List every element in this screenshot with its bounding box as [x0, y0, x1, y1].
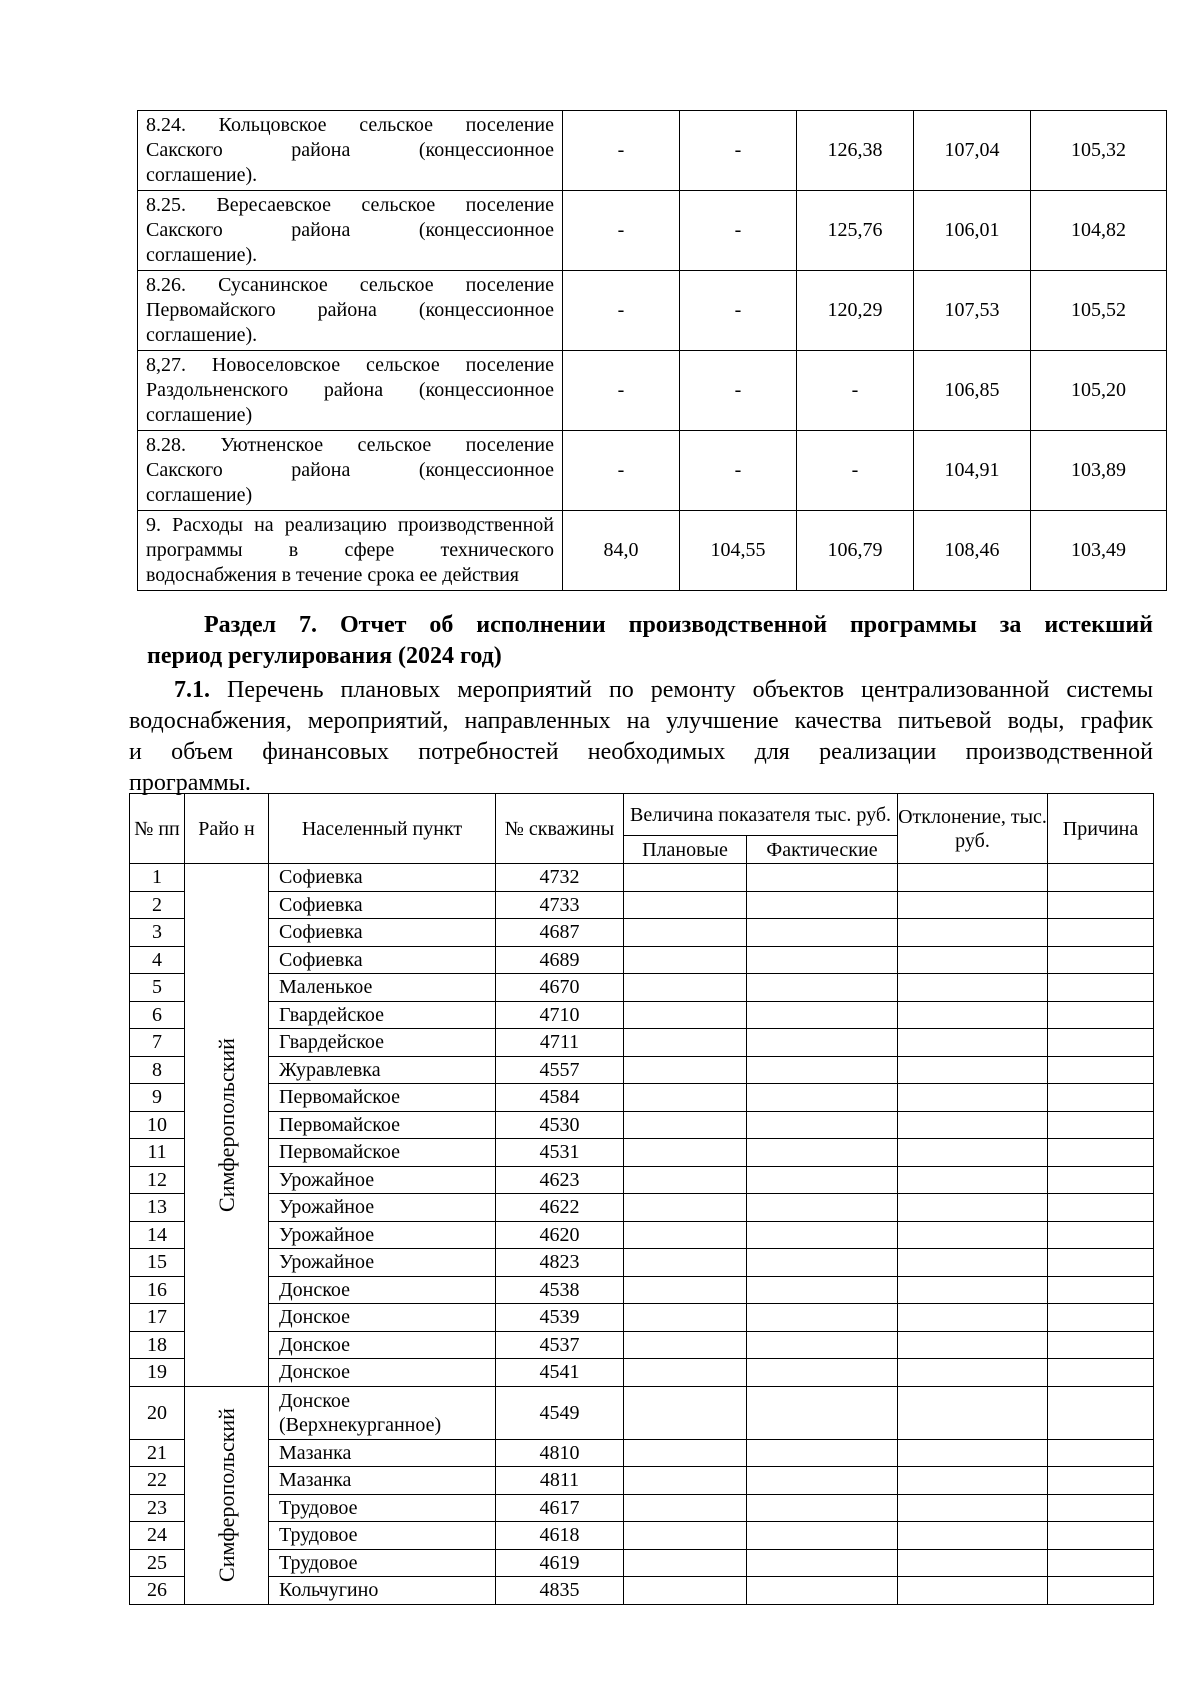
header-row-1: [130, 794, 1154, 836]
row-number: 18: [130, 1331, 185, 1359]
well-number-cell: 4670: [496, 974, 624, 1002]
top-row-value: 103,49: [1031, 511, 1167, 591]
settlement-cell: Донское: [269, 1359, 496, 1387]
well-number-cell: 4541: [496, 1359, 624, 1387]
well-number-cell: 4530: [496, 1111, 624, 1139]
actual-cell: [747, 1056, 898, 1084]
actual-cell: [747, 1221, 898, 1249]
description-line: Раздольненского района (концессионное: [146, 379, 554, 401]
top-row-value: 106,01: [914, 191, 1031, 271]
settlement-cell: Софиевка: [269, 891, 496, 919]
row-number: 19: [130, 1359, 185, 1387]
actual-cell: [747, 1001, 898, 1029]
row-number: 5: [130, 974, 185, 1002]
table-row: [130, 1001, 1154, 1029]
settlement-cell: Первомайское: [269, 1139, 496, 1167]
planned-cell: [624, 1249, 747, 1277]
row-number: 7: [130, 1029, 185, 1057]
reason-cell: [1048, 1001, 1154, 1029]
well-number-cell: 4537: [496, 1331, 624, 1359]
top-table-row: [138, 271, 1167, 351]
deviation-cell: [898, 1221, 1048, 1249]
district-label: Симферопольский: [213, 1037, 239, 1212]
reason-cell: [1048, 1194, 1154, 1222]
actual-cell: [747, 1386, 898, 1439]
actual-cell: [747, 1194, 898, 1222]
description-line: 8.26. Сусанинское сельское поселение: [146, 274, 554, 296]
planned-cell: [624, 1577, 747, 1605]
table-row: [130, 864, 1154, 892]
planned-cell: [624, 1494, 747, 1522]
settlement-line: (Верхнекурганное): [279, 1413, 442, 1436]
actual-cell: [747, 864, 898, 892]
description-line: 9. Расходы на реализацию производственной: [146, 514, 554, 536]
section-heading-line-2: период регулирования (2024 год): [147, 643, 502, 669]
reason-cell: [1048, 946, 1154, 974]
header-well: № скважины: [496, 794, 624, 864]
settlement-cell: Журавлевка: [269, 1056, 496, 1084]
settlement-cell: Трудовое: [269, 1549, 496, 1577]
planned-cell: [624, 864, 747, 892]
table-row: [130, 891, 1154, 919]
actual-cell: [747, 1522, 898, 1550]
actual-cell: [747, 1249, 898, 1277]
deviation-cell: [898, 1276, 1048, 1304]
planned-cell: [624, 891, 747, 919]
deviation-cell: [898, 1029, 1048, 1057]
table-row: [130, 1249, 1154, 1277]
well-number-cell: 4810: [496, 1439, 624, 1467]
reason-cell: [1048, 919, 1154, 947]
actual-cell: [747, 1166, 898, 1194]
reason-cell: [1048, 1549, 1154, 1577]
table-row: [130, 946, 1154, 974]
description-line: водоснабжения в течение срока ее действия: [146, 564, 519, 586]
top-row-value: -: [563, 191, 680, 271]
reason-cell: [1048, 1221, 1154, 1249]
description-line: соглашение).: [146, 324, 258, 346]
top-row-value: 84,0: [563, 511, 680, 591]
well-number-cell: 4733: [496, 891, 624, 919]
reason-cell: [1048, 1331, 1154, 1359]
well-number-cell: 4622: [496, 1194, 624, 1222]
deviation-cell: [898, 1386, 1048, 1439]
actual-cell: [747, 974, 898, 1002]
top-row-value: 126,38: [797, 111, 914, 191]
well-number-cell: 4584: [496, 1084, 624, 1112]
actual-cell: [747, 1467, 898, 1495]
table-row: [130, 1139, 1154, 1167]
deviation-cell: [898, 919, 1048, 947]
top-table-row: [138, 431, 1167, 511]
actual-cell: [747, 1084, 898, 1112]
row-number: 11: [130, 1139, 185, 1167]
deviation-cell: [898, 891, 1048, 919]
row-number: 1: [130, 864, 185, 892]
top-row-value: -: [680, 351, 797, 431]
deviation-cell: [898, 1439, 1048, 1467]
top-row-description: [138, 511, 563, 591]
reason-cell: [1048, 1439, 1154, 1467]
settlement-cell: [269, 1386, 496, 1439]
settlement-cell: Трудовое: [269, 1522, 496, 1550]
reason-cell: [1048, 1467, 1154, 1495]
settlement-cell: Мазанка: [269, 1467, 496, 1495]
actual-cell: [747, 1439, 898, 1467]
planned-cell: [624, 1467, 747, 1495]
deviation-cell: [898, 1111, 1048, 1139]
top-row-value: 105,32: [1031, 111, 1167, 191]
settlement-cell: Урожайное: [269, 1221, 496, 1249]
district-cell: [185, 864, 269, 1387]
well-number-cell: 4710: [496, 1001, 624, 1029]
paragraph-line-4: программы.: [129, 770, 251, 796]
description-line: Сакского района (концессионное: [146, 219, 554, 241]
header-planned: Плановые: [624, 836, 747, 864]
top-table-row: [138, 191, 1167, 271]
settlement-cell: Донское: [269, 1331, 496, 1359]
top-row-value: 107,53: [914, 271, 1031, 351]
well-number-cell: 4687: [496, 919, 624, 947]
well-number-cell: 4538: [496, 1276, 624, 1304]
top-row-description: [138, 271, 563, 351]
table-row: [130, 1276, 1154, 1304]
reason-cell: [1048, 891, 1154, 919]
row-number: 20: [130, 1386, 185, 1439]
deviation-cell: [898, 1549, 1048, 1577]
table-row: [130, 1494, 1154, 1522]
reason-cell: [1048, 1276, 1154, 1304]
planned-cell: [624, 1276, 747, 1304]
top-row-value: 107,04: [914, 111, 1031, 191]
settlement-cell: Кольчугино: [269, 1577, 496, 1605]
row-number: 10: [130, 1111, 185, 1139]
table-row: [130, 1522, 1154, 1550]
description-line: Сакского района (концессионное: [146, 459, 554, 481]
settlement-cell: Первомайское: [269, 1111, 496, 1139]
settlement-cell: Софиевка: [269, 919, 496, 947]
table-row: [130, 1029, 1154, 1057]
planned-cell: [624, 1029, 747, 1057]
top-row-value: 105,52: [1031, 271, 1167, 351]
row-number: 23: [130, 1494, 185, 1522]
header-actual: Фактические: [747, 836, 898, 864]
row-number: 6: [130, 1001, 185, 1029]
settlement-cell: Софиевка: [269, 946, 496, 974]
section-paragraph: [129, 675, 1153, 799]
reason-cell: [1048, 974, 1154, 1002]
description-line: соглашение).: [146, 164, 258, 186]
planned-cell: [624, 946, 747, 974]
row-number: 12: [130, 1166, 185, 1194]
well-number-cell: 4835: [496, 1577, 624, 1605]
row-number: 25: [130, 1549, 185, 1577]
reason-cell: [1048, 1577, 1154, 1605]
actual-cell: [747, 1111, 898, 1139]
description-line: 8.24. Кольцовское сельское поселение: [146, 114, 554, 136]
table-row: [130, 1549, 1154, 1577]
top-row-value: -: [680, 191, 797, 271]
planned-cell: [624, 1439, 747, 1467]
table-row: [130, 1359, 1154, 1387]
actual-cell: [747, 1331, 898, 1359]
settlement-cell: Первомайское: [269, 1084, 496, 1112]
actual-cell: [747, 1029, 898, 1057]
section-heading: [147, 610, 1153, 672]
top-row-value: 120,29: [797, 271, 914, 351]
top-table-row: [138, 351, 1167, 431]
description-line: 8,27. Новоселовское сельское поселение: [146, 354, 554, 376]
row-number: 22: [130, 1467, 185, 1495]
settlement-cell: Урожайное: [269, 1194, 496, 1222]
deviation-cell: [898, 946, 1048, 974]
top-row-value: -: [797, 431, 914, 511]
deviation-cell: [898, 1001, 1048, 1029]
planned-cell: [624, 1359, 747, 1387]
actual-cell: [747, 1304, 898, 1332]
settlement-line: Донское: [279, 1389, 351, 1412]
settlement-cell: Трудовое: [269, 1494, 496, 1522]
table-row: [130, 974, 1154, 1002]
well-number-cell: 4823: [496, 1249, 624, 1277]
reason-cell: [1048, 1359, 1154, 1387]
deviation-cell: [898, 864, 1048, 892]
reason-cell: [1048, 864, 1154, 892]
table-row: [130, 1111, 1154, 1139]
reason-cell: [1048, 1522, 1154, 1550]
table-row: [130, 919, 1154, 947]
district-cell: [185, 1386, 269, 1604]
planned-cell: [624, 919, 747, 947]
planned-cell: [624, 1549, 747, 1577]
well-number-cell: 4617: [496, 1494, 624, 1522]
row-number: 13: [130, 1194, 185, 1222]
paragraph-line-1: [129, 675, 1153, 706]
reason-cell: [1048, 1494, 1154, 1522]
well-number-cell: 4539: [496, 1304, 624, 1332]
reason-cell: [1048, 1029, 1154, 1057]
description-line: Первомайского района (концессионное: [146, 299, 554, 321]
well-number-cell: 4531: [496, 1139, 624, 1167]
settlement-cell: Софиевка: [269, 864, 496, 892]
row-number: 24: [130, 1522, 185, 1550]
deviation-cell: [898, 1249, 1048, 1277]
description-line: Сакского района (концессионное: [146, 139, 554, 161]
top-table-row: [138, 111, 1167, 191]
deviation-cell: [898, 1577, 1048, 1605]
top-row-description: [138, 191, 563, 271]
planned-cell: [624, 1221, 747, 1249]
header-deviation: Отклонение, тыс. руб.: [898, 794, 1048, 864]
reason-cell: [1048, 1056, 1154, 1084]
well-number-cell: 4732: [496, 864, 624, 892]
well-number-cell: 4811: [496, 1467, 624, 1495]
district-label: Симферопольский: [213, 1408, 239, 1582]
reason-cell: [1048, 1111, 1154, 1139]
actual-cell: [747, 1577, 898, 1605]
actual-cell: [747, 1359, 898, 1387]
deviation-cell: [898, 1467, 1048, 1495]
deviation-cell: [898, 974, 1048, 1002]
top-row-value: 104,91: [914, 431, 1031, 511]
actual-cell: [747, 891, 898, 919]
actual-cell: [747, 1494, 898, 1522]
description-line: соглашение): [146, 404, 253, 426]
description-line: 8.28. Уютненское сельское поселение: [146, 434, 554, 456]
top-row-value: 108,46: [914, 511, 1031, 591]
deviation-cell: [898, 1359, 1048, 1387]
top-row-value: -: [563, 111, 680, 191]
actual-cell: [747, 1549, 898, 1577]
row-number: 3: [130, 919, 185, 947]
top-row-value: 106,85: [914, 351, 1031, 431]
top-row-value: -: [680, 271, 797, 351]
wells-repair-table: [129, 793, 1154, 1605]
well-number-cell: 4620: [496, 1221, 624, 1249]
top-row-value: 104,55: [680, 511, 797, 591]
reason-cell: [1048, 1304, 1154, 1332]
top-row-value: -: [680, 431, 797, 511]
well-number-cell: 4711: [496, 1029, 624, 1057]
deviation-cell: [898, 1494, 1048, 1522]
deviation-cell: [898, 1331, 1048, 1359]
top-table-row: [138, 511, 1167, 591]
table-row: [130, 1194, 1154, 1222]
planned-cell: [624, 1084, 747, 1112]
deviation-cell: [898, 1056, 1048, 1084]
section-heading-line-1: Раздел 7. Отчет об исполнении производственной программы за истекший: [204, 612, 1153, 638]
settlement-cell: Донское: [269, 1276, 496, 1304]
paragraph-number: 7.1.: [174, 677, 210, 703]
actual-cell: [747, 919, 898, 947]
reason-cell: [1048, 1166, 1154, 1194]
paragraph-line-3: и объем финансовых потребностей необходимых для реализации производственной: [129, 739, 1153, 765]
well-number-cell: 4618: [496, 1522, 624, 1550]
header-num: № пп: [130, 794, 185, 864]
table-row: [130, 1577, 1154, 1605]
deviation-cell: [898, 1522, 1048, 1550]
planned-cell: [624, 1111, 747, 1139]
settlement-cell: Гвардейское: [269, 1001, 496, 1029]
well-number-cell: 4549: [496, 1386, 624, 1439]
table-row: [130, 1331, 1154, 1359]
row-number: 15: [130, 1249, 185, 1277]
row-number: 8: [130, 1056, 185, 1084]
settlement-cell: Маленькое: [269, 974, 496, 1002]
settlement-cell: Гвардейское: [269, 1029, 496, 1057]
top-row-value: -: [797, 351, 914, 431]
row-number: 21: [130, 1439, 185, 1467]
well-number-cell: 4689: [496, 946, 624, 974]
deviation-cell: [898, 1304, 1048, 1332]
paragraph-line-1-text: Перечень плановых мероприятий по ремонту объектов централизованной системы: [226, 677, 1154, 703]
planned-cell: [624, 1001, 747, 1029]
reason-cell: [1048, 1249, 1154, 1277]
row-number: 2: [130, 891, 185, 919]
top-row-value: -: [563, 271, 680, 351]
description-line: программы в сфере технического: [146, 539, 554, 561]
settlement-cell: Мазанка: [269, 1439, 496, 1467]
description-line: соглашение).: [146, 244, 258, 266]
top-row-description: [138, 431, 563, 511]
settlement-cell: Урожайное: [269, 1249, 496, 1277]
top-row-value: -: [563, 351, 680, 431]
top-row-description: [138, 111, 563, 191]
top-row-value: 106,79: [797, 511, 914, 591]
header-settlement: Населенный пункт: [269, 794, 496, 864]
description-line: соглашение): [146, 484, 253, 506]
top-row-value: -: [680, 111, 797, 191]
well-number-cell: 4623: [496, 1166, 624, 1194]
reason-cell: [1048, 1084, 1154, 1112]
table-row: [130, 1304, 1154, 1332]
deviation-cell: [898, 1166, 1048, 1194]
table-row: [130, 1439, 1154, 1467]
row-number: 16: [130, 1276, 185, 1304]
top-row-value: 103,89: [1031, 431, 1167, 511]
actual-cell: [747, 1139, 898, 1167]
paragraph-line-2: водоснабжения, мероприятий, направленных на улучшение качества питьевой воды, график: [129, 708, 1153, 734]
planned-cell: [624, 1331, 747, 1359]
planned-cell: [624, 1166, 747, 1194]
actual-cell: [747, 1276, 898, 1304]
table-row: [130, 1166, 1154, 1194]
top-row-description: [138, 351, 563, 431]
deviation-cell: [898, 1139, 1048, 1167]
reason-cell: [1048, 1139, 1154, 1167]
planned-cell: [624, 1139, 747, 1167]
table-row: [130, 1084, 1154, 1112]
planned-cell: [624, 1304, 747, 1332]
planned-cell: [624, 974, 747, 1002]
well-number-cell: 4557: [496, 1056, 624, 1084]
top-indicator-table: [137, 110, 1167, 591]
row-number: 14: [130, 1221, 185, 1249]
settlement-cell: Урожайное: [269, 1166, 496, 1194]
header-reason: Причина: [1048, 794, 1154, 864]
top-row-value: -: [563, 431, 680, 511]
planned-cell: [624, 1056, 747, 1084]
table-row: [130, 1056, 1154, 1084]
table-row: [130, 1386, 1154, 1439]
header-district: Райо н: [185, 794, 269, 864]
description-line: 8.25. Вересаевское сельское поселение: [146, 194, 554, 216]
row-number: 17: [130, 1304, 185, 1332]
planned-cell: [624, 1522, 747, 1550]
top-row-value: 105,20: [1031, 351, 1167, 431]
well-number-cell: 4619: [496, 1549, 624, 1577]
header-value-group: Величина показателя тыс. руб.: [624, 794, 898, 836]
planned-cell: [624, 1386, 747, 1439]
reason-cell: [1048, 1386, 1154, 1439]
settlement-cell: Донское: [269, 1304, 496, 1332]
row-number: 26: [130, 1577, 185, 1605]
top-row-value: 125,76: [797, 191, 914, 271]
planned-cell: [624, 1194, 747, 1222]
table-row: [130, 1221, 1154, 1249]
row-number: 4: [130, 946, 185, 974]
top-row-value: 104,82: [1031, 191, 1167, 271]
actual-cell: [747, 946, 898, 974]
deviation-cell: [898, 1084, 1048, 1112]
table-row: [130, 1467, 1154, 1495]
deviation-cell: [898, 1194, 1048, 1222]
row-number: 9: [130, 1084, 185, 1112]
